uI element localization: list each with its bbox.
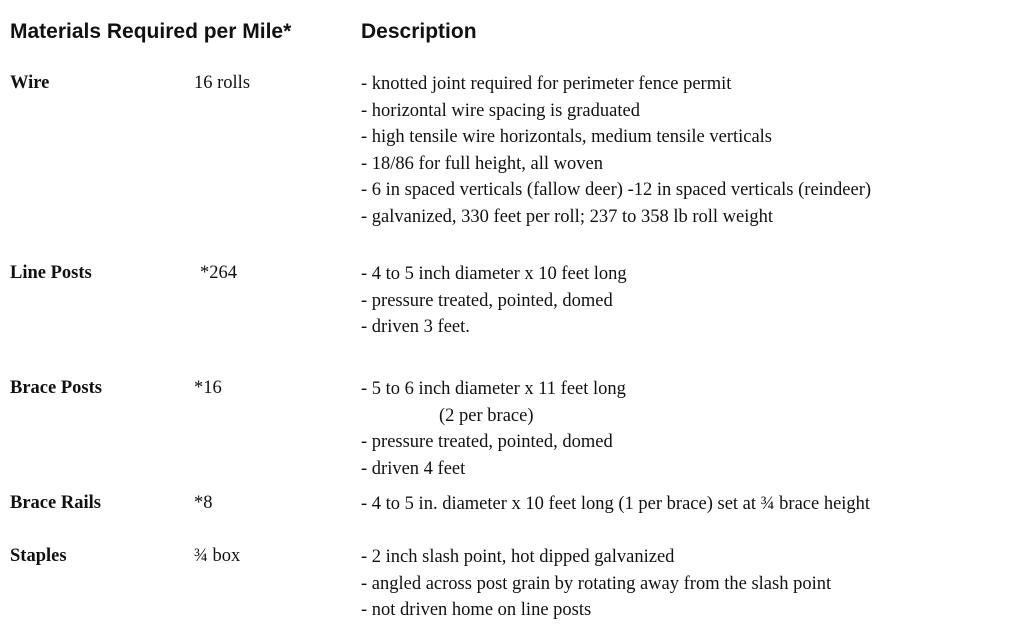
material-name: Line Posts [10, 263, 92, 283]
description-line: - 4 to 5 inch diameter x 10 feet long [361, 264, 627, 284]
header-materials: Materials Required per Mile* [10, 20, 292, 43]
description-line: - driven 4 feet [361, 458, 466, 479]
description-line: - galvanized, 330 feet per roll; 237 to 358 lb roll weight [361, 206, 774, 227]
description-list [361, 546, 831, 626]
material-quantity: *16 [194, 378, 222, 398]
description-line: - 2 inch slash point, hot dipped galvanized [361, 547, 675, 567]
description-line: - 5 to 6 inch diameter x 11 feet long [361, 379, 626, 399]
description-line: (2 per brace) [439, 405, 534, 426]
material-name: Brace Posts [10, 378, 102, 398]
description-list [361, 378, 626, 484]
description-line: - not driven home on line posts [361, 600, 592, 620]
description-line: - 6 in spaced verticals (fallow deer) -12 in spaced verticals (reindeer) [361, 180, 872, 200]
description-line: - 18/86 for full height, all woven [361, 153, 603, 174]
description-line: - 4 to 5 in. diameter x 10 feet long (1 per brace) set at ¾ brace height [361, 494, 871, 514]
description-list [361, 493, 870, 520]
material-quantity: 16 rolls [194, 73, 251, 93]
description-list [361, 73, 871, 232]
material-name: Wire [10, 73, 50, 93]
description-line: - pressure treated, pointed, domed [361, 290, 613, 311]
description-line: - horizontal wire spacing is graduated [361, 100, 640, 121]
description-list [361, 263, 627, 343]
material-name: Staples [10, 546, 67, 566]
description-line: - knotted joint required for perimeter fence permit [361, 74, 732, 94]
description-line: - high tensile wire horizontals, medium tensile verticals [361, 127, 773, 147]
description-line: - driven 3 feet. [361, 317, 470, 337]
description-line: - angled across post grain by rotating away from the slash point [361, 573, 832, 594]
description-line: - pressure treated, pointed, domed [361, 432, 613, 452]
material-name: Brace Rails [10, 493, 101, 513]
material-quantity: ¾ box [194, 546, 241, 566]
material-quantity: *8 [194, 493, 213, 513]
header-description: Description [361, 20, 477, 43]
material-quantity: *264 [200, 263, 237, 283]
